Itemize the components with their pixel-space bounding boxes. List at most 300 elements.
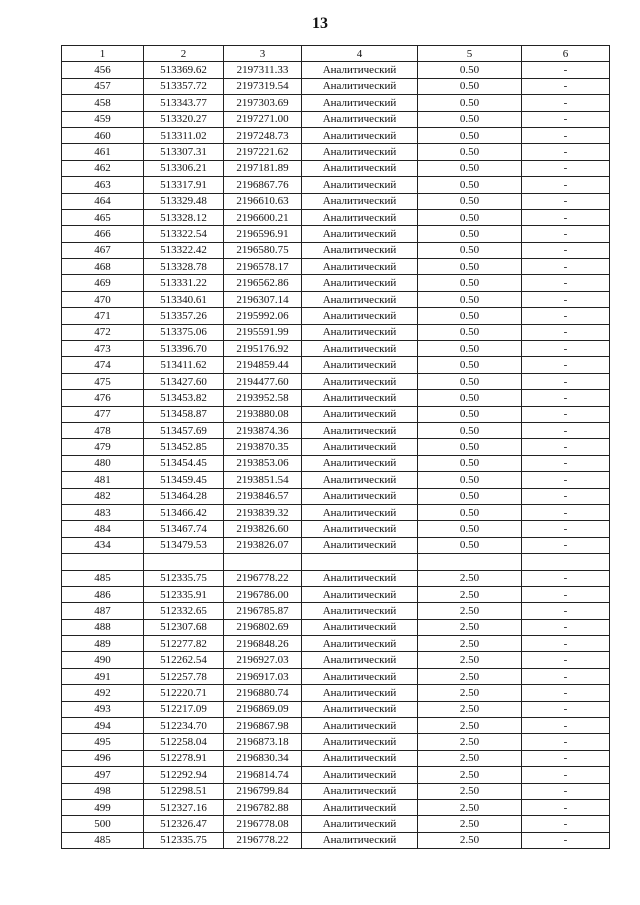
table-row — [62, 160, 610, 176]
x-coordinate-cell: 512327.16 — [144, 799, 224, 815]
x-coordinate-cell: 513320.27 — [144, 111, 224, 127]
method-cell: Аналитический — [302, 127, 418, 143]
method-cell: Аналитический — [302, 619, 418, 635]
x-coordinate-cell: 512262.54 — [144, 652, 224, 668]
table-row — [62, 570, 610, 586]
table-row — [62, 603, 610, 619]
y-coordinate-cell: 2197303.69 — [224, 95, 302, 111]
x-coordinate-cell: 513343.77 — [144, 95, 224, 111]
accuracy-cell: 2.50 — [418, 586, 522, 602]
accuracy-cell: 0.50 — [418, 373, 522, 389]
y-coordinate-cell: 2196848.26 — [224, 636, 302, 652]
point-number-cell: 466 — [62, 226, 144, 242]
point-number-cell: 465 — [62, 209, 144, 225]
y-coordinate-cell: 2196830.34 — [224, 750, 302, 766]
accuracy-cell: 2.50 — [418, 652, 522, 668]
x-coordinate-cell: 513427.60 — [144, 373, 224, 389]
column-header: 1 — [62, 46, 144, 62]
accuracy-cell: 2.50 — [418, 668, 522, 684]
y-coordinate-cell: 2196778.08 — [224, 816, 302, 832]
point-number-cell: 474 — [62, 357, 144, 373]
point-number-cell: 456 — [62, 62, 144, 78]
accuracy-cell: 0.50 — [418, 275, 522, 291]
note-cell: - — [522, 619, 610, 635]
point-number-cell: 497 — [62, 767, 144, 783]
y-coordinate-cell: 2193880.08 — [224, 406, 302, 422]
accuracy-cell: 2.50 — [418, 734, 522, 750]
accuracy-cell: 2.50 — [418, 636, 522, 652]
method-cell: Аналитический — [302, 406, 418, 422]
point-number-cell: 470 — [62, 291, 144, 307]
note-cell: - — [522, 78, 610, 94]
y-coordinate-cell: 2196600.21 — [224, 209, 302, 225]
accuracy-cell: 0.50 — [418, 193, 522, 209]
accuracy-cell: 0.50 — [418, 259, 522, 275]
accuracy-cell: 2.50 — [418, 799, 522, 815]
table-row — [62, 308, 610, 324]
table-row — [62, 718, 610, 734]
method-cell: Аналитический — [302, 685, 418, 701]
accuracy-cell: 0.50 — [418, 144, 522, 160]
method-cell: Аналитический — [302, 472, 418, 488]
x-coordinate-cell: 513306.21 — [144, 160, 224, 176]
table-row — [62, 652, 610, 668]
column-header: 4 — [302, 46, 418, 62]
table-row — [62, 521, 610, 537]
note-cell: - — [522, 111, 610, 127]
table-row — [62, 324, 610, 340]
y-coordinate-cell: 2193826.07 — [224, 537, 302, 553]
note-cell: - — [522, 537, 610, 553]
point-number-cell: 473 — [62, 341, 144, 357]
x-coordinate-cell: 513396.70 — [144, 341, 224, 357]
table-row — [62, 554, 610, 570]
point-number-cell: 495 — [62, 734, 144, 750]
note-cell: - — [522, 734, 610, 750]
accuracy-cell: 0.50 — [418, 390, 522, 406]
table-row — [62, 78, 610, 94]
note-cell: - — [522, 718, 610, 734]
method-cell: Аналитический — [302, 177, 418, 193]
table-row — [62, 488, 610, 504]
x-coordinate-cell: 512277.82 — [144, 636, 224, 652]
accuracy-cell: 2.50 — [418, 718, 522, 734]
x-coordinate-cell: 513453.82 — [144, 390, 224, 406]
note-cell: - — [522, 603, 610, 619]
y-coordinate-cell: 2194859.44 — [224, 357, 302, 373]
note-cell: - — [522, 783, 610, 799]
method-cell: Аналитический — [302, 242, 418, 258]
table-row — [62, 193, 610, 209]
accuracy-cell: 2.50 — [418, 750, 522, 766]
accuracy-cell: 0.50 — [418, 357, 522, 373]
note-cell: - — [522, 160, 610, 176]
point-number-cell: 494 — [62, 718, 144, 734]
accuracy-cell: 0.50 — [418, 160, 522, 176]
accuracy-cell: 0.50 — [418, 521, 522, 537]
point-number-cell: 468 — [62, 259, 144, 275]
accuracy-cell — [418, 554, 522, 570]
x-coordinate-cell: 512278.91 — [144, 750, 224, 766]
x-coordinate-cell: 512217.09 — [144, 701, 224, 717]
table-row — [62, 406, 610, 422]
y-coordinate-cell: 2196785.87 — [224, 603, 302, 619]
method-cell — [302, 554, 418, 570]
x-coordinate-cell: 513317.91 — [144, 177, 224, 193]
point-number-cell: 496 — [62, 750, 144, 766]
column-header: 2 — [144, 46, 224, 62]
x-coordinate-cell: 513322.42 — [144, 242, 224, 258]
note-cell: - — [522, 586, 610, 602]
note-cell: - — [522, 636, 610, 652]
note-cell: - — [522, 357, 610, 373]
x-coordinate-cell: 513328.12 — [144, 209, 224, 225]
y-coordinate-cell: 2193846.57 — [224, 488, 302, 504]
method-cell: Аналитический — [302, 488, 418, 504]
x-coordinate-cell: 513458.87 — [144, 406, 224, 422]
point-number-cell: 482 — [62, 488, 144, 504]
note-cell: - — [522, 259, 610, 275]
method-cell: Аналитический — [302, 422, 418, 438]
x-coordinate-cell: 513329.48 — [144, 193, 224, 209]
table-row — [62, 832, 610, 848]
table-row — [62, 209, 610, 225]
note-cell: - — [522, 439, 610, 455]
y-coordinate-cell: 2196610.63 — [224, 193, 302, 209]
note-cell: - — [522, 291, 610, 307]
note-cell: - — [522, 209, 610, 225]
x-coordinate-cell: 512326.47 — [144, 816, 224, 832]
table-row — [62, 95, 610, 111]
accuracy-cell: 0.50 — [418, 177, 522, 193]
y-coordinate-cell: 2197319.54 — [224, 78, 302, 94]
table-row — [62, 799, 610, 815]
method-cell: Аналитический — [302, 636, 418, 652]
table-row — [62, 357, 610, 373]
point-number-cell: 472 — [62, 324, 144, 340]
accuracy-cell: 2.50 — [418, 570, 522, 586]
y-coordinate-cell: 2193851.54 — [224, 472, 302, 488]
point-number-cell: 492 — [62, 685, 144, 701]
x-coordinate-cell: 513357.72 — [144, 78, 224, 94]
note-cell: - — [522, 521, 610, 537]
table-row — [62, 127, 610, 143]
accuracy-cell: 0.50 — [418, 537, 522, 553]
note-cell: - — [522, 652, 610, 668]
accuracy-cell: 2.50 — [418, 783, 522, 799]
point-number-cell: 486 — [62, 586, 144, 602]
y-coordinate-cell: 2196867.76 — [224, 177, 302, 193]
x-coordinate-cell: 513467.74 — [144, 521, 224, 537]
y-coordinate-cell: 2196799.84 — [224, 783, 302, 799]
table-row — [62, 390, 610, 406]
y-coordinate-cell: 2197248.73 — [224, 127, 302, 143]
accuracy-cell: 0.50 — [418, 406, 522, 422]
method-cell: Аналитический — [302, 767, 418, 783]
method-cell: Аналитический — [302, 750, 418, 766]
point-number-cell: 469 — [62, 275, 144, 291]
table-row — [62, 422, 610, 438]
note-cell: - — [522, 275, 610, 291]
y-coordinate-cell: 2196580.75 — [224, 242, 302, 258]
point-number-cell: 488 — [62, 619, 144, 635]
accuracy-cell: 0.50 — [418, 78, 522, 94]
note-cell: - — [522, 193, 610, 209]
column-header: 3 — [224, 46, 302, 62]
y-coordinate-cell: 2196307.14 — [224, 291, 302, 307]
note-cell: - — [522, 701, 610, 717]
accuracy-cell: 2.50 — [418, 603, 522, 619]
point-number-cell: 476 — [62, 390, 144, 406]
x-coordinate-cell: 513340.61 — [144, 291, 224, 307]
point-number-cell: 490 — [62, 652, 144, 668]
accuracy-cell: 2.50 — [418, 619, 522, 635]
table-row — [62, 668, 610, 684]
note-cell: - — [522, 750, 610, 766]
point-number-cell: 463 — [62, 177, 144, 193]
method-cell: Аналитический — [302, 357, 418, 373]
point-number-cell: 459 — [62, 111, 144, 127]
table-row — [62, 291, 610, 307]
x-coordinate-cell: 513411.62 — [144, 357, 224, 373]
column-header: 5 — [418, 46, 522, 62]
y-coordinate-cell — [224, 554, 302, 570]
note-cell: - — [522, 504, 610, 520]
point-number-cell: 500 — [62, 816, 144, 832]
method-cell: Аналитический — [302, 209, 418, 225]
method-cell: Аналитический — [302, 668, 418, 684]
point-number-cell: 487 — [62, 603, 144, 619]
note-cell: - — [522, 488, 610, 504]
accuracy-cell: 0.50 — [418, 439, 522, 455]
accuracy-cell: 0.50 — [418, 488, 522, 504]
x-coordinate-cell: 513466.42 — [144, 504, 224, 520]
accuracy-cell: 2.50 — [418, 767, 522, 783]
y-coordinate-cell: 2196880.74 — [224, 685, 302, 701]
note-cell: - — [522, 799, 610, 815]
y-coordinate-cell: 2193870.35 — [224, 439, 302, 455]
accuracy-cell: 0.50 — [418, 95, 522, 111]
accuracy-cell: 0.50 — [418, 504, 522, 520]
point-number-cell: 483 — [62, 504, 144, 520]
accuracy-cell: 0.50 — [418, 291, 522, 307]
point-number-cell: 498 — [62, 783, 144, 799]
point-number-cell: 464 — [62, 193, 144, 209]
y-coordinate-cell: 2197311.33 — [224, 62, 302, 78]
accuracy-cell: 2.50 — [418, 816, 522, 832]
table-row — [62, 275, 610, 291]
table-row — [62, 750, 610, 766]
accuracy-cell: 0.50 — [418, 341, 522, 357]
y-coordinate-cell: 2193874.36 — [224, 422, 302, 438]
x-coordinate-cell: 512335.75 — [144, 832, 224, 848]
method-cell: Аналитический — [302, 111, 418, 127]
column-header: 6 — [522, 46, 610, 62]
method-cell: Аналитический — [302, 341, 418, 357]
method-cell: Аналитический — [302, 226, 418, 242]
table-body — [62, 62, 610, 849]
method-cell: Аналитический — [302, 783, 418, 799]
x-coordinate-cell: 513452.85 — [144, 439, 224, 455]
table-row — [62, 586, 610, 602]
table-row — [62, 177, 610, 193]
method-cell: Аналитический — [302, 652, 418, 668]
accuracy-cell: 0.50 — [418, 455, 522, 471]
table-row — [62, 341, 610, 357]
x-coordinate-cell: 513322.54 — [144, 226, 224, 242]
x-coordinate-cell: 513457.69 — [144, 422, 224, 438]
y-coordinate-cell: 2196778.22 — [224, 570, 302, 586]
method-cell: Аналитический — [302, 439, 418, 455]
method-cell: Аналитический — [302, 718, 418, 734]
point-number-cell: 467 — [62, 242, 144, 258]
method-cell: Аналитический — [302, 291, 418, 307]
table-row — [62, 619, 610, 635]
method-cell: Аналитический — [302, 586, 418, 602]
table-row — [62, 685, 610, 701]
accuracy-cell: 0.50 — [418, 62, 522, 78]
y-coordinate-cell: 2196802.69 — [224, 619, 302, 635]
note-cell: - — [522, 685, 610, 701]
x-coordinate-cell: 512335.91 — [144, 586, 224, 602]
method-cell: Аналитический — [302, 537, 418, 553]
accuracy-cell: 0.50 — [418, 324, 522, 340]
table-row — [62, 62, 610, 78]
y-coordinate-cell: 2196873.18 — [224, 734, 302, 750]
point-number-cell: 460 — [62, 127, 144, 143]
x-coordinate-cell: 513375.06 — [144, 324, 224, 340]
method-cell: Аналитический — [302, 390, 418, 406]
point-number-cell: 484 — [62, 521, 144, 537]
note-cell: - — [522, 177, 610, 193]
table-row — [62, 111, 610, 127]
point-number-cell: 489 — [62, 636, 144, 652]
table-row — [62, 242, 610, 258]
point-number-cell: 485 — [62, 570, 144, 586]
accuracy-cell: 2.50 — [418, 832, 522, 848]
method-cell: Аналитический — [302, 324, 418, 340]
method-cell: Аналитический — [302, 816, 418, 832]
y-coordinate-cell: 2196927.03 — [224, 652, 302, 668]
y-coordinate-cell: 2196562.86 — [224, 275, 302, 291]
x-coordinate-cell: 512258.04 — [144, 734, 224, 750]
y-coordinate-cell: 2193839.32 — [224, 504, 302, 520]
note-cell: - — [522, 324, 610, 340]
method-cell: Аналитический — [302, 455, 418, 471]
method-cell: Аналитический — [302, 701, 418, 717]
method-cell: Аналитический — [302, 144, 418, 160]
table-row — [62, 783, 610, 799]
note-cell: - — [522, 406, 610, 422]
note-cell: - — [522, 570, 610, 586]
point-number-cell: 462 — [62, 160, 144, 176]
note-cell — [522, 554, 610, 570]
x-coordinate-cell: 513454.45 — [144, 455, 224, 471]
note-cell: - — [522, 767, 610, 783]
point-number-cell: 481 — [62, 472, 144, 488]
x-coordinate-cell: 512220.71 — [144, 685, 224, 701]
accuracy-cell: 0.50 — [418, 111, 522, 127]
note-cell: - — [522, 390, 610, 406]
y-coordinate-cell: 2195176.92 — [224, 341, 302, 357]
table-row — [62, 767, 610, 783]
point-number-cell: 493 — [62, 701, 144, 717]
method-cell: Аналитический — [302, 95, 418, 111]
y-coordinate-cell: 2195992.06 — [224, 308, 302, 324]
point-number-cell: 457 — [62, 78, 144, 94]
y-coordinate-cell: 2196814.74 — [224, 767, 302, 783]
x-coordinate-cell: 513328.78 — [144, 259, 224, 275]
y-coordinate-cell: 2194477.60 — [224, 373, 302, 389]
x-coordinate-cell: 513307.31 — [144, 144, 224, 160]
note-cell: - — [522, 341, 610, 357]
accuracy-cell: 2.50 — [418, 685, 522, 701]
accuracy-cell: 0.50 — [418, 422, 522, 438]
accuracy-cell: 2.50 — [418, 701, 522, 717]
table-row — [62, 701, 610, 717]
table-row — [62, 734, 610, 750]
point-number-cell: 475 — [62, 373, 144, 389]
table-row — [62, 816, 610, 832]
method-cell: Аналитический — [302, 78, 418, 94]
method-cell: Аналитический — [302, 832, 418, 848]
x-coordinate-cell: 513369.62 — [144, 62, 224, 78]
y-coordinate-cell: 2197181.89 — [224, 160, 302, 176]
x-coordinate-cell: 513357.26 — [144, 308, 224, 324]
accuracy-cell: 0.50 — [418, 242, 522, 258]
x-coordinate-cell: 512234.70 — [144, 718, 224, 734]
method-cell: Аналитический — [302, 193, 418, 209]
method-cell: Аналитический — [302, 373, 418, 389]
accuracy-cell: 0.50 — [418, 472, 522, 488]
note-cell: - — [522, 308, 610, 324]
note-cell: - — [522, 668, 610, 684]
x-coordinate-cell: 512298.51 — [144, 783, 224, 799]
table-row — [62, 144, 610, 160]
method-cell: Аналитический — [302, 259, 418, 275]
table-row — [62, 472, 610, 488]
y-coordinate-cell: 2197271.00 — [224, 111, 302, 127]
accuracy-cell: 0.50 — [418, 308, 522, 324]
method-cell: Аналитический — [302, 799, 418, 815]
method-cell: Аналитический — [302, 521, 418, 537]
table-row — [62, 226, 610, 242]
y-coordinate-cell: 2196782.88 — [224, 799, 302, 815]
note-cell: - — [522, 422, 610, 438]
note-cell: - — [522, 373, 610, 389]
note-cell: - — [522, 472, 610, 488]
accuracy-cell: 0.50 — [418, 226, 522, 242]
y-coordinate-cell: 2195591.99 — [224, 324, 302, 340]
y-coordinate-cell: 2196867.98 — [224, 718, 302, 734]
point-number-cell: 479 — [62, 439, 144, 455]
x-coordinate-cell: 513459.45 — [144, 472, 224, 488]
point-number-cell: 480 — [62, 455, 144, 471]
point-number-cell: 471 — [62, 308, 144, 324]
table-row — [62, 537, 610, 553]
y-coordinate-cell: 2193826.60 — [224, 521, 302, 537]
note-cell: - — [522, 455, 610, 471]
note-cell: - — [522, 144, 610, 160]
table-row — [62, 455, 610, 471]
method-cell: Аналитический — [302, 62, 418, 78]
method-cell: Аналитический — [302, 734, 418, 750]
table-row — [62, 259, 610, 275]
page-number: 13 — [312, 15, 328, 32]
y-coordinate-cell: 2196917.03 — [224, 668, 302, 684]
point-number-cell: 461 — [62, 144, 144, 160]
coordinates-table — [61, 45, 610, 849]
